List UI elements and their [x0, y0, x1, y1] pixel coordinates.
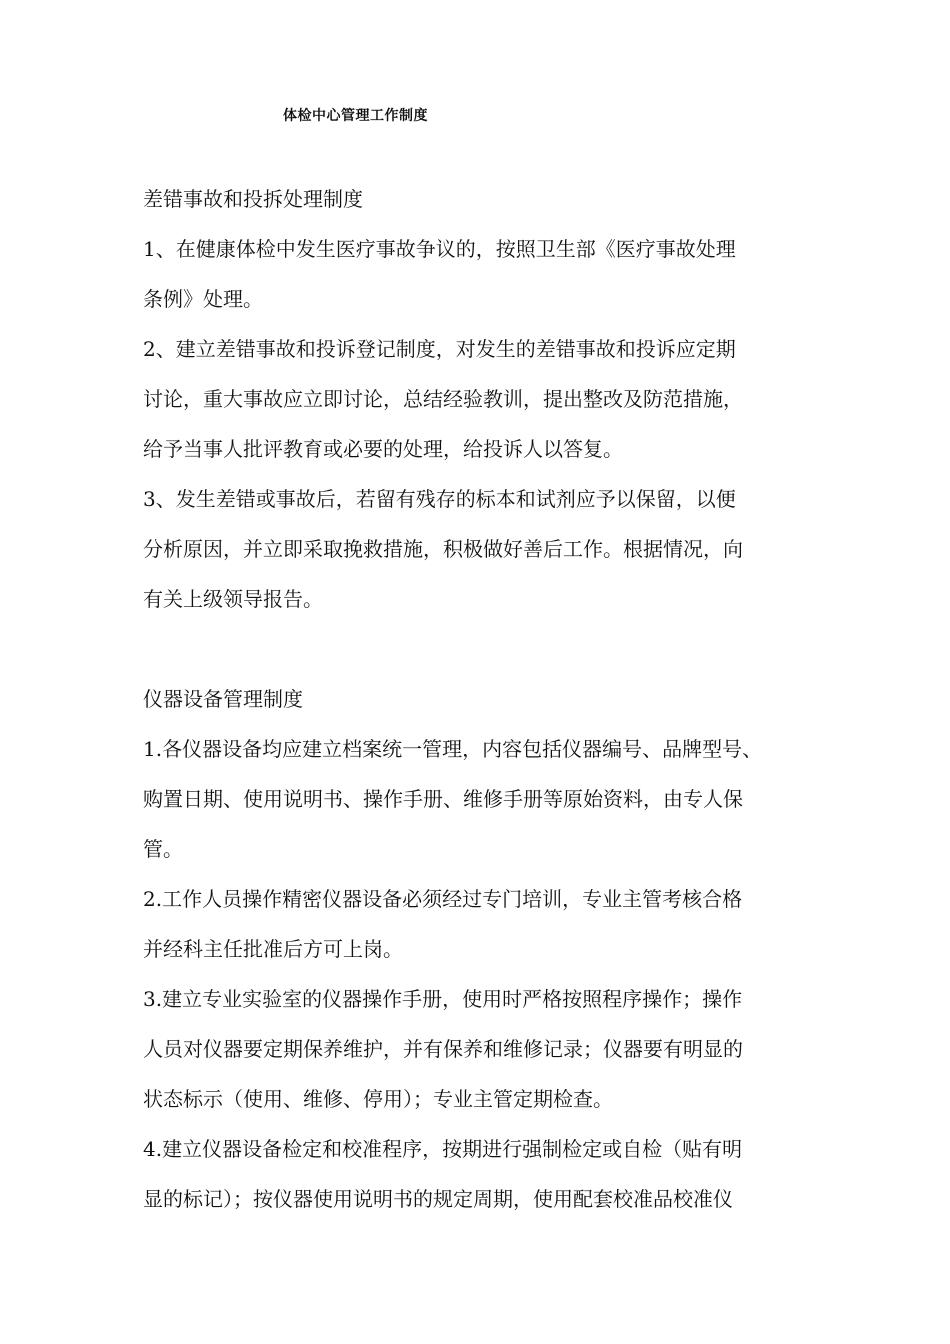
- paragraph-line: 人员对仪器要定期保养维护，并有保养和维修记录；仪器要有明显的: [143, 1037, 743, 1061]
- paragraph-line: 购置日期、使用说明书、操作手册、维修手册等原始资料，由专人保: [143, 787, 743, 811]
- paragraph-line: 4.建立仪器设备检定和校准程序，按期进行强制检定或自检（贴有明: [143, 1137, 743, 1161]
- paragraph-line: 状态标示（使用、维修、停用）；专业主管定期检查。: [143, 1087, 613, 1111]
- paragraph-line: 条例》处理。: [143, 287, 263, 311]
- paragraph-line: 3.建立专业实验室的仪器操作手册，使用时严格按照程序操作；操作: [143, 987, 743, 1011]
- section-heading-equipment: 仪器设备管理制度: [143, 687, 303, 711]
- document-title: 体检中心管理工作制度: [283, 108, 428, 124]
- paragraph-line: 给予当事人批评教育或必要的处理，给投诉人以答复。: [143, 437, 623, 461]
- paragraph-line: 管。: [143, 837, 183, 861]
- paragraph-line: 有关上级领导报告。: [143, 587, 323, 611]
- document-body: [143, 174, 823, 1224]
- paragraph-line: 并经科主任批准后方可上岗。: [143, 937, 403, 961]
- paragraph-line: 显的标记）；按仪器使用说明书的规定周期，使用配套校准品校准仪: [143, 1187, 733, 1211]
- paragraph-line: 讨论，重大事故应立即讨论，总结经验教训，提出整改及防范措施，: [143, 387, 743, 411]
- section-heading-error-complaint: 差错事故和投拆处理制度: [143, 187, 363, 211]
- paragraph-line: 1、在健康体检中发生医疗事故争议的，按照卫生部《医疗事故处理: [143, 237, 736, 261]
- paragraph-line: 3、发生差错或事故后，若留有残存的标本和试剂应予以保留，以便: [143, 487, 736, 511]
- section-spacer: [143, 624, 823, 674]
- paragraph-line: 2.工作人员操作精密仪器设备必须经过专门培训，专业主管考核合格: [143, 887, 743, 911]
- paragraph-line: 分析原因，并立即采取挽救措施，积极做好善后工作。根据情况，向: [143, 537, 743, 561]
- paragraph-line: 2、建立差错事故和投诉登记制度，对发生的差错事故和投诉应定期: [143, 337, 736, 361]
- paragraph-line: 1.各仪器设备均应建立档案统一管理，内容包括仪器编号、品牌型号、: [143, 737, 763, 761]
